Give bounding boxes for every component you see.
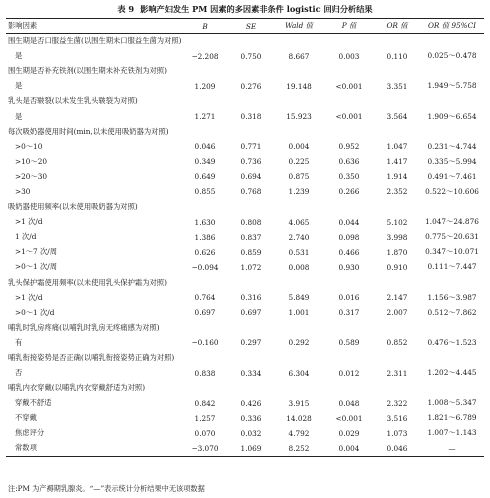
cell-or-ci: [420, 64, 484, 79]
cell-se: 0.771: [240, 142, 262, 152]
cell-wald: [274, 64, 324, 79]
cell-p: [324, 381, 374, 396]
cell-p: 0.003: [338, 51, 360, 61]
cell-b: [182, 94, 228, 109]
cell-se: 0.837: [240, 232, 262, 242]
header-or: OR 值: [374, 19, 420, 34]
table-row: [6, 154, 484, 169]
cell-se: 0.032: [240, 428, 262, 438]
cell-b: 0.070: [194, 428, 216, 438]
cell-se: 0.336: [240, 413, 262, 423]
table-group-row: [6, 124, 484, 139]
cell-or: 0.110: [386, 51, 408, 61]
table-row: [6, 139, 484, 154]
header-b: B: [182, 19, 228, 34]
cell-wald: 0.225: [288, 157, 310, 167]
cell-p: 0.012: [338, 368, 360, 378]
cell-b: [182, 64, 228, 79]
cell-or: 1.417: [386, 157, 408, 167]
cell-or: 3.998: [386, 232, 408, 242]
cell-b: −0.160: [191, 338, 219, 348]
table-row: [6, 79, 484, 94]
cell-p: 0.930: [338, 262, 360, 272]
cell-or: 0.046: [374, 441, 420, 456]
cell-p: 0.952: [338, 142, 360, 152]
group-label: 乳头保护霜使用频率(以未使用乳头保护霜为对照): [8, 277, 167, 287]
cell-or-ci: 0.111～7.447: [427, 262, 477, 272]
cell-b: −2.208: [191, 51, 219, 61]
cell-or: 2.007: [386, 308, 408, 318]
cell-b: 1.271: [194, 112, 216, 122]
table-row: [6, 260, 484, 275]
row-label: 焦虑评分: [15, 428, 45, 438]
table-row: [6, 290, 484, 305]
cell-wald: 15.923: [286, 112, 312, 122]
cell-p: <0.001: [335, 81, 363, 91]
table-row: [6, 184, 484, 199]
group-label: 哺乳衔接姿势是否正确(以哺乳衔接姿势正确为对照): [8, 353, 175, 363]
header-or-ci: OR 值 95%CI: [420, 19, 484, 34]
cell-p: 0.350: [338, 172, 360, 182]
cell-p: 0.266: [338, 187, 360, 197]
row-label: >1～7 次/周: [15, 247, 58, 257]
cell-b: 1.386: [194, 232, 216, 242]
cell-se: 0.316: [240, 293, 262, 303]
cell-or: [374, 64, 420, 79]
cell-se: 0.318: [240, 112, 262, 122]
cell-wald: 0.292: [288, 338, 310, 348]
cell-or-ci: 1.909～6.654: [427, 111, 477, 121]
cell-b: 1.630: [194, 217, 216, 227]
table-header-row: [6, 19, 484, 34]
cell-b: 0.838: [194, 368, 216, 378]
cell-wald: 3.915: [288, 398, 310, 408]
cell-p: 0.048: [338, 398, 360, 408]
cell-p: [324, 320, 374, 335]
cell-or-ci: 0.491～7.461: [427, 171, 477, 181]
cell-wald: 0.875: [288, 172, 310, 182]
row-label: >0～1 次/周: [15, 262, 58, 272]
cell-or-ci: 1.047～24.876: [425, 217, 479, 227]
cell-wald: 19.148: [286, 81, 312, 91]
table-row: [6, 169, 484, 184]
cell-wald: 0.004: [288, 142, 310, 152]
cell-b: 0.697: [194, 308, 216, 318]
cell-or: [374, 200, 420, 215]
table-note: 注:PM 为产褥期乳腺炎。“—”表示统计分析结果中无该项数据: [8, 484, 205, 493]
table-row: [6, 426, 484, 441]
cell-wald: 4.065: [288, 217, 310, 227]
cell-wald: [274, 275, 324, 290]
cell-b: 1.209: [194, 81, 216, 91]
cell-p: [324, 275, 374, 290]
table-row: [6, 335, 484, 350]
cell-p: [324, 124, 374, 139]
cell-or-ci: [420, 124, 484, 139]
cell-wald: [274, 381, 324, 396]
cell-or: 0.910: [386, 262, 408, 272]
cell-se: 0.808: [240, 217, 262, 227]
table-row: [6, 366, 484, 381]
cell-or: 1.914: [386, 172, 408, 182]
table-title: 影响产妇发生 PM 因素的多因素非条件 logistic 回归分析结果: [140, 4, 373, 14]
row-label: >20～30: [15, 171, 47, 181]
cell-wald: [274, 320, 324, 335]
cell-or-ci: 0.347～10.071: [425, 247, 479, 257]
cell-b: 0.349: [194, 157, 216, 167]
cell-or-ci: [420, 200, 484, 215]
cell-or-ci: 1.949～5.758: [427, 81, 477, 91]
cell-wald: 0.008: [288, 262, 310, 272]
table-group-row: [6, 64, 484, 79]
cell-or-ci: [420, 320, 484, 335]
cell-or: 2.311: [386, 368, 408, 378]
table-group-row: [6, 350, 484, 365]
cell-b: [182, 200, 228, 215]
cell-wald: [274, 350, 324, 365]
table-group-row: [6, 34, 484, 49]
cell-p: [324, 200, 374, 215]
cell-b: 0.626: [194, 247, 216, 257]
row-label: 常数项: [6, 441, 182, 456]
row-label: 是: [15, 81, 23, 91]
cell-b: −3.070: [182, 441, 228, 456]
group-label: 哺乳时乳房疼痛(以哺乳时乳房无疼痛感为对照): [8, 322, 160, 332]
header-wald: Wald 值: [274, 19, 324, 34]
cell-or-ci: 0.335～5.994: [427, 156, 477, 166]
table-group-row: [6, 275, 484, 290]
table-row: [6, 245, 484, 260]
cell-or-ci: [420, 381, 484, 396]
row-label: >0～10: [15, 141, 43, 151]
cell-wald: 5.849: [288, 293, 310, 303]
header-p: P 值: [324, 19, 374, 34]
cell-wald: [274, 200, 324, 215]
cell-or: 5.102: [386, 217, 408, 227]
table-group-row: [6, 200, 484, 215]
table-row: [6, 109, 484, 124]
cell-or: 1.047: [386, 142, 408, 152]
table-group-row: [6, 94, 484, 109]
group-label: 吸奶器使用频率(以未使用吸奶器为对照): [8, 202, 138, 212]
cell-b: [182, 320, 228, 335]
cell-or: 3.564: [386, 112, 408, 122]
cell-or-ci: 0.775～20.631: [425, 232, 479, 242]
cell-p: [324, 94, 374, 109]
group-label: 围生期是否补充铁剂(以围生期未补充铁剂为对照): [8, 66, 167, 76]
table-group-row: [6, 381, 484, 396]
cell-wald: 1.001: [288, 308, 310, 318]
cell-or: 1.870: [386, 247, 408, 257]
table-row: [6, 441, 484, 456]
cell-p: 0.004: [324, 441, 374, 456]
cell-b: 1.257: [194, 413, 216, 423]
cell-or: [374, 94, 420, 109]
cell-se: 0.736: [240, 157, 262, 167]
group-label: 哺乳内衣穿戴(以哺乳内衣穿戴舒适为对照): [8, 383, 146, 393]
cell-se: [228, 320, 274, 335]
row-label: >1 次/d: [15, 292, 43, 302]
cell-or: 3.351: [386, 81, 408, 91]
row-label: >10～20: [15, 156, 47, 166]
cell-wald: 8.667: [288, 51, 310, 61]
cell-p: [324, 350, 374, 365]
table-row: [6, 411, 484, 426]
cell-b: 0.842: [194, 398, 216, 408]
cell-b: [182, 350, 228, 365]
cell-wald: [274, 124, 324, 139]
cell-or: [374, 381, 420, 396]
header-se: SE: [228, 19, 274, 34]
cell-p: 0.016: [338, 293, 360, 303]
cell-wald: 1.239: [288, 187, 310, 197]
cell-or-ci: 0.512～7.862: [427, 307, 477, 317]
table-caption: [0, 4, 490, 15]
cell-or-ci: 1.008～5.347: [427, 398, 477, 408]
row-label: 有: [15, 337, 23, 347]
cell-wald: 14.028: [286, 413, 312, 423]
cell-b: [182, 34, 228, 49]
cell-se: 0.750: [240, 51, 262, 61]
table-row: [6, 215, 484, 230]
cell-p: [324, 34, 374, 49]
table-number: 表 9: [117, 4, 135, 14]
cell-p: 0.029: [338, 428, 360, 438]
table-group-row: [6, 320, 484, 335]
cell-or-ci: 0.025～0.478: [427, 51, 477, 61]
cell-p: 0.317: [338, 308, 360, 318]
cell-se: 0.276: [240, 81, 262, 91]
table-body: [6, 34, 484, 457]
cell-p: <0.001: [335, 413, 363, 423]
cell-wald: 6.304: [288, 368, 310, 378]
cell-or-ci: [420, 350, 484, 365]
group-label: 每次吸奶器使用时间(min,以未使用吸奶器为对照): [8, 126, 169, 136]
cell-se: 0.768: [240, 187, 262, 197]
cell-wald: 0.531: [288, 247, 310, 257]
cell-se: [228, 381, 274, 396]
cell-se: [228, 275, 274, 290]
cell-or-ci: 0.522～10.606: [425, 186, 479, 196]
cell-se: 0.426: [240, 398, 262, 408]
row-label: 是: [15, 111, 23, 121]
cell-or: [374, 350, 420, 365]
cell-or: [374, 320, 420, 335]
cell-b: −0.094: [191, 262, 219, 272]
cell-b: [182, 381, 228, 396]
cell-or: 3.516: [386, 413, 408, 423]
cell-or: 2.147: [386, 293, 408, 303]
cell-or-ci: 1.821～6.789: [427, 413, 477, 423]
cell-se: 0.297: [240, 338, 262, 348]
cell-wald: [274, 34, 324, 49]
cell-se: [228, 34, 274, 49]
table-row: [6, 305, 484, 320]
table-row: [6, 396, 484, 411]
cell-se: 0.334: [240, 368, 262, 378]
cell-se: 0.859: [240, 247, 262, 257]
row-label: >30: [15, 187, 31, 197]
cell-b: [182, 275, 228, 290]
cell-p: 0.636: [338, 157, 360, 167]
cell-or: [374, 124, 420, 139]
cell-se: [228, 124, 274, 139]
cell-wald: [274, 94, 324, 109]
table-row: [6, 230, 484, 245]
group-label: 围生期是否口服益生菌(以围生期未口服益生菌为对照): [8, 36, 182, 46]
cell-p: 0.589: [338, 338, 360, 348]
cell-or-ci: —: [420, 441, 484, 456]
cell-b: 0.649: [194, 172, 216, 182]
header-factor: 影响因素: [6, 19, 182, 34]
cell-se: 0.694: [240, 172, 262, 182]
cell-or-ci: 1.156～3.987: [427, 292, 477, 302]
cell-or-ci: 0.231～4.744: [427, 141, 477, 151]
cell-or-ci: 1.202～4.445: [427, 368, 477, 378]
row-label: 穿戴不舒适: [15, 398, 52, 408]
regression-table: [6, 18, 484, 457]
row-label: 不穿戴: [15, 413, 37, 423]
cell-or-ci: [420, 94, 484, 109]
cell-or: [374, 34, 420, 49]
cell-p: 0.466: [338, 247, 360, 257]
cell-b: 0.764: [194, 293, 216, 303]
cell-wald: 4.792: [288, 428, 310, 438]
cell-se: 1.072: [240, 262, 262, 272]
cell-or: [374, 275, 420, 290]
cell-se: [228, 64, 274, 79]
cell-or-ci: [420, 275, 484, 290]
cell-p: 0.044: [338, 217, 360, 227]
cell-se: 1.069: [228, 441, 274, 456]
cell-se: [228, 94, 274, 109]
row-label: 否: [15, 368, 23, 378]
cell-b: 0.855: [194, 187, 216, 197]
cell-p: <0.001: [335, 112, 363, 122]
group-label: 乳头是否皲裂(以未发生乳头皲裂为对照): [8, 96, 138, 106]
row-label: 是: [15, 51, 23, 61]
cell-se: 0.697: [240, 308, 262, 318]
cell-se: [228, 200, 274, 215]
cell-wald: 8.252: [274, 441, 324, 456]
cell-se: [228, 350, 274, 365]
cell-or-ci: [420, 34, 484, 49]
cell-or-ci: 0.476～1.523: [427, 337, 477, 347]
row-label: >0～1 次/d: [15, 307, 55, 317]
table-row: [6, 49, 484, 64]
cell-or-ci: 1.007～1.143: [427, 428, 477, 438]
cell-p: [324, 64, 374, 79]
cell-p: 0.098: [338, 232, 360, 242]
cell-b: [182, 124, 228, 139]
cell-or: 0.852: [386, 338, 408, 348]
cell-or: 1.073: [386, 428, 408, 438]
cell-wald: 2.740: [288, 232, 310, 242]
row-label: >1 次/d: [15, 217, 43, 227]
cell-b: 0.046: [194, 142, 216, 152]
cell-or: 2.322: [386, 398, 408, 408]
cell-or: 2.352: [386, 187, 408, 197]
row-label: 1 次/d: [15, 232, 37, 242]
